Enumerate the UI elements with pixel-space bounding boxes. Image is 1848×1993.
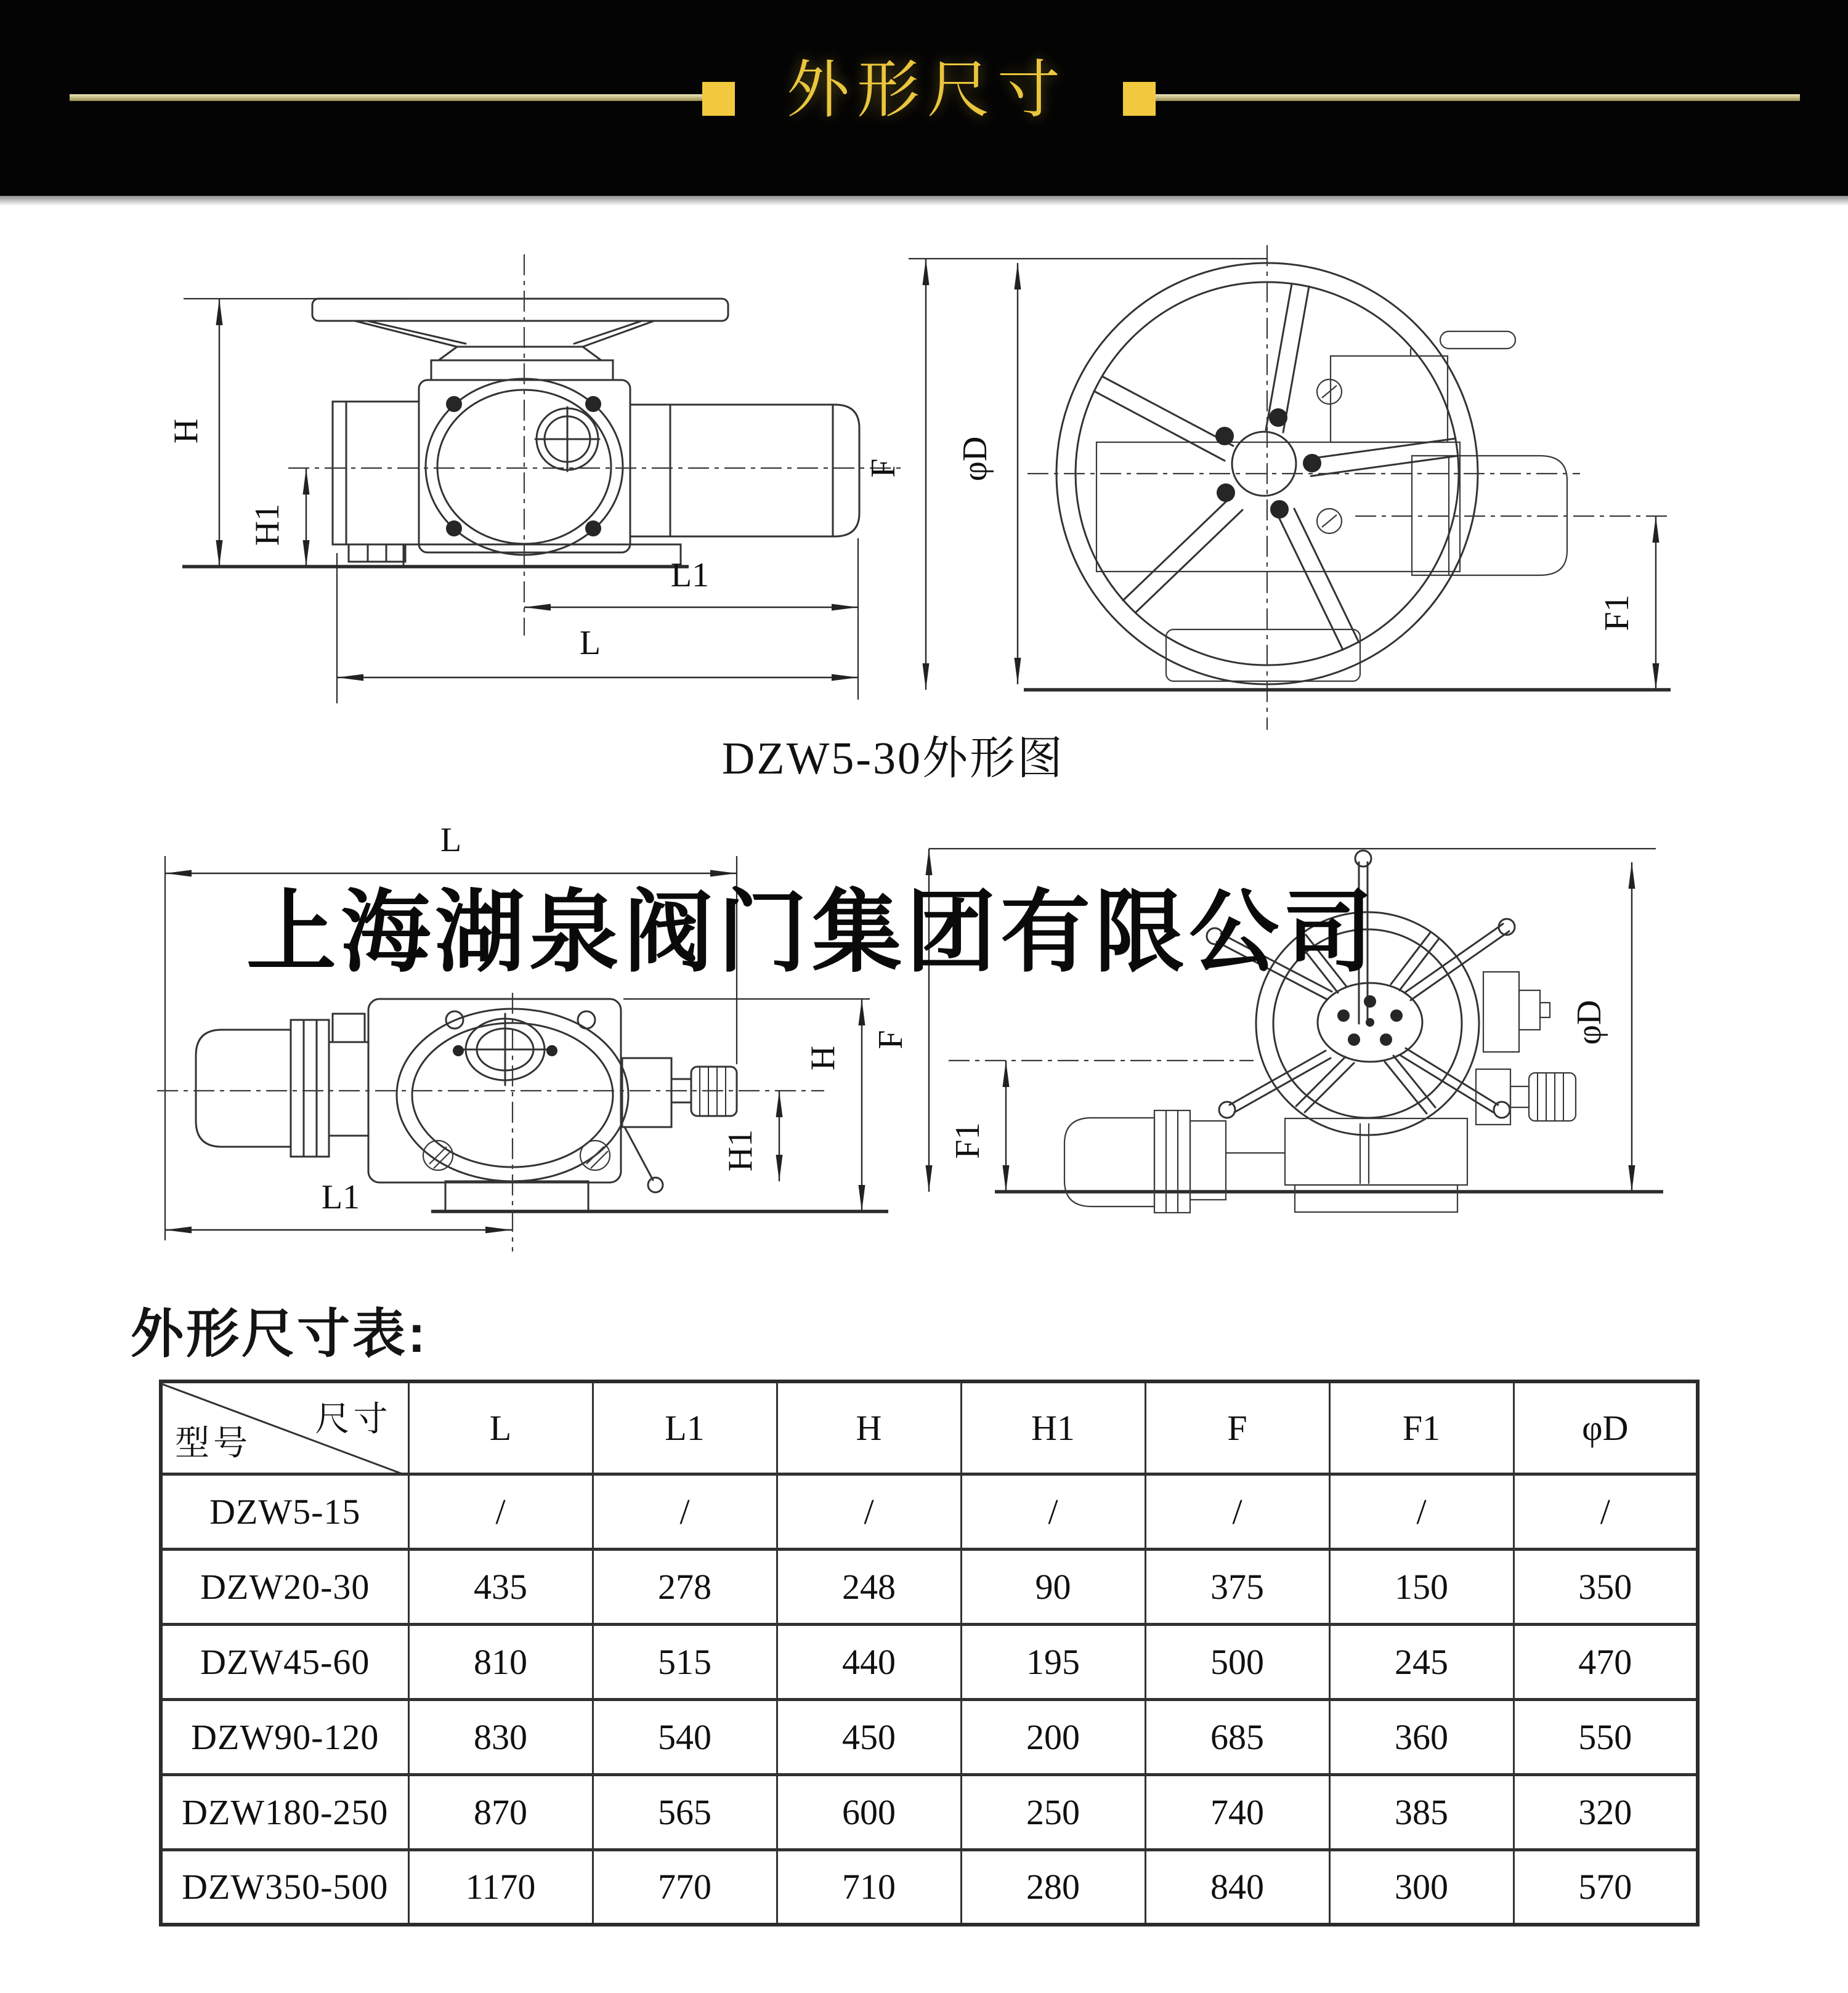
model-cell: DZW90-120 bbox=[161, 1699, 408, 1774]
fig2-dim-F1: F1 bbox=[949, 1122, 987, 1159]
col-header-phiD: φD bbox=[1514, 1381, 1698, 1474]
value-cell: 385 bbox=[1329, 1774, 1514, 1849]
model-cell: DZW350-500 bbox=[161, 1849, 408, 1925]
value-cell: 870 bbox=[408, 1774, 593, 1849]
value-cell: / bbox=[593, 1474, 777, 1549]
value-cell: 360 bbox=[1329, 1699, 1514, 1774]
value-cell: 710 bbox=[777, 1849, 961, 1925]
fig2-right-knob-hatch bbox=[1538, 1073, 1563, 1121]
value-cell: 830 bbox=[408, 1699, 593, 1774]
fig2-dim-L1: L1 bbox=[321, 1178, 360, 1216]
fig1-dim-L1: L1 bbox=[670, 556, 710, 594]
fig1-dim-L: L bbox=[579, 624, 601, 662]
banner-rule-left bbox=[70, 94, 702, 101]
value-cell: 375 bbox=[1145, 1549, 1329, 1624]
value-cell: 450 bbox=[777, 1699, 961, 1774]
col-header-L1: L1 bbox=[593, 1381, 777, 1474]
col-header-H1: H1 bbox=[961, 1381, 1145, 1474]
value-cell: 685 bbox=[1145, 1699, 1329, 1774]
fig1-dim-H1: H1 bbox=[248, 503, 286, 546]
banner-square-left bbox=[702, 82, 735, 116]
model-cell: DZW180-250 bbox=[161, 1774, 408, 1849]
banner-bottom-fade bbox=[0, 196, 1848, 206]
fig2-face-screws bbox=[423, 1045, 610, 1170]
table-title: 外形尺寸表: bbox=[131, 1304, 428, 1364]
value-cell: 300 bbox=[1329, 1849, 1514, 1925]
fig2-dim-L: L bbox=[440, 821, 462, 859]
dimension-table bbox=[159, 1380, 1700, 1926]
table-row bbox=[161, 1849, 1698, 1925]
value-cell: 600 bbox=[777, 1774, 961, 1849]
value-cell: 248 bbox=[777, 1549, 961, 1624]
model-cell: DZW45-60 bbox=[161, 1624, 408, 1699]
value-cell: 540 bbox=[593, 1699, 777, 1774]
corner-label-size: 尺寸 bbox=[315, 1401, 392, 1439]
value-cell: 570 bbox=[1514, 1849, 1698, 1925]
fig1-wheel-view bbox=[864, 245, 1671, 730]
value-cell: / bbox=[1329, 1474, 1514, 1549]
value-cell: 250 bbox=[961, 1774, 1145, 1849]
value-cell: 350 bbox=[1514, 1549, 1698, 1624]
value-cell: / bbox=[1514, 1474, 1698, 1549]
fig2-dim-H1: H1 bbox=[721, 1129, 760, 1172]
fig2-hub-bolts bbox=[1337, 995, 1403, 1046]
fig1-dim-F1: F1 bbox=[1598, 594, 1636, 631]
fig1-dim-F: F bbox=[864, 458, 902, 478]
value-cell: 440 bbox=[777, 1624, 961, 1699]
value-cell: 565 bbox=[593, 1774, 777, 1849]
col-header-H: H bbox=[777, 1381, 961, 1474]
value-cell: / bbox=[408, 1474, 593, 1549]
fig1-dim-H: H bbox=[167, 418, 205, 444]
value-cell: / bbox=[961, 1474, 1145, 1549]
banner-square-right bbox=[1123, 82, 1156, 116]
table-header-row bbox=[161, 1381, 1698, 1474]
value-cell: / bbox=[1145, 1474, 1329, 1549]
value-cell: 770 bbox=[593, 1849, 777, 1925]
value-cell: 90 bbox=[961, 1549, 1145, 1624]
value-cell: 500 bbox=[1145, 1624, 1329, 1699]
corner-label-model: 型号 bbox=[175, 1424, 251, 1463]
banner-rule-right bbox=[1156, 94, 1800, 101]
table-row bbox=[161, 1624, 1698, 1699]
table-row bbox=[161, 1474, 1698, 1549]
value-cell: 810 bbox=[408, 1624, 593, 1699]
value-cell: 840 bbox=[1145, 1849, 1329, 1925]
value-cell: 320 bbox=[1514, 1774, 1698, 1849]
value-cell: 435 bbox=[408, 1549, 593, 1624]
model-cell: DZW20-30 bbox=[161, 1549, 408, 1624]
value-cell: 515 bbox=[593, 1624, 777, 1699]
table-row bbox=[161, 1549, 1698, 1624]
table-row bbox=[161, 1774, 1698, 1849]
fig2-dim-F: F bbox=[872, 1030, 910, 1049]
fig2-dim-H: H bbox=[804, 1045, 842, 1071]
value-cell: 550 bbox=[1514, 1699, 1698, 1774]
model-cell: DZW5-15 bbox=[161, 1474, 408, 1549]
fig2-dim-phiD: φD bbox=[1570, 1000, 1608, 1045]
fig1-side-view bbox=[167, 254, 901, 703]
value-cell: / bbox=[777, 1474, 961, 1549]
figure1-caption: DZW5-30外形图 bbox=[721, 734, 1065, 784]
value-cell: 245 bbox=[1329, 1624, 1514, 1699]
value-cell: 150 bbox=[1329, 1549, 1514, 1624]
value-cell: 1170 bbox=[408, 1849, 593, 1925]
watermark-text: 上海湖泉阀门集团有限公司 bbox=[246, 880, 1377, 985]
section-title: 外形尺寸 bbox=[787, 55, 1068, 125]
col-header-L: L bbox=[408, 1381, 593, 1474]
value-cell: 195 bbox=[961, 1624, 1145, 1699]
value-cell: 280 bbox=[961, 1849, 1145, 1925]
table-row bbox=[161, 1699, 1698, 1774]
corner-cell bbox=[161, 1381, 408, 1474]
col-header-F: F bbox=[1145, 1381, 1329, 1474]
value-cell: 200 bbox=[961, 1699, 1145, 1774]
value-cell: 740 bbox=[1145, 1774, 1329, 1849]
col-header-F1: F1 bbox=[1329, 1381, 1514, 1474]
fig1-dim-phiD: φD bbox=[956, 436, 994, 482]
value-cell: 278 bbox=[593, 1549, 777, 1624]
value-cell: 470 bbox=[1514, 1624, 1698, 1699]
